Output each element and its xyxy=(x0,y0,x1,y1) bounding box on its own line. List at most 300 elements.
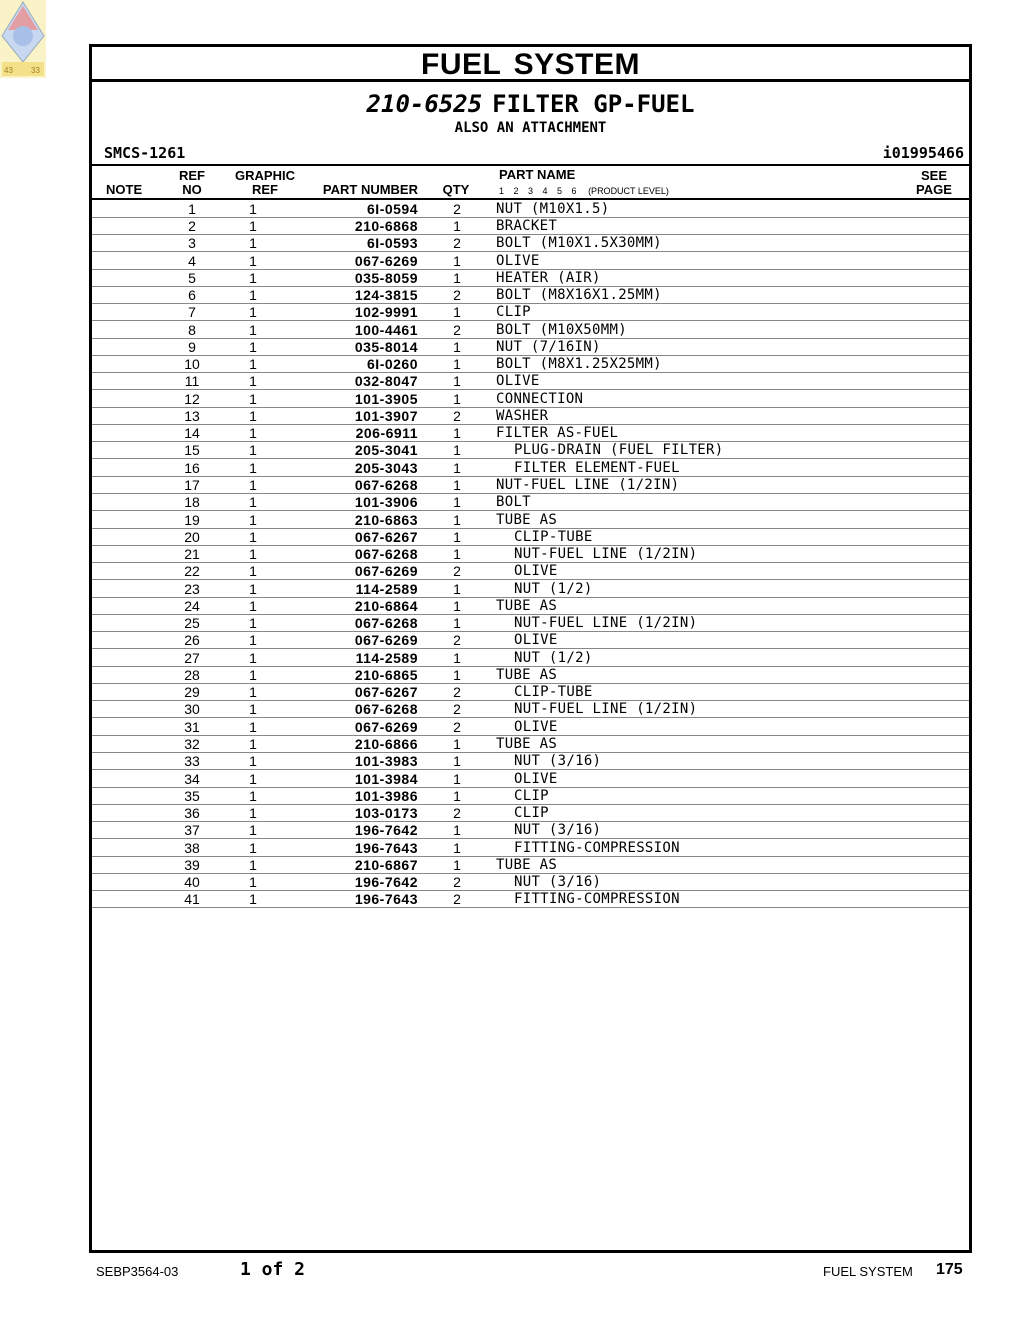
qty-cell: 1 xyxy=(418,839,496,856)
part-number-cell: 196-7643 xyxy=(289,891,418,908)
table-row xyxy=(92,390,969,407)
part-number-cell: 6I-0594 xyxy=(289,200,418,217)
note-cell xyxy=(92,614,167,631)
table-row xyxy=(92,200,969,217)
part-name-cell: NUT (M10X1.5) xyxy=(496,200,969,217)
note-cell xyxy=(92,753,167,770)
part-name-cell: FITTING-COMPRESSION xyxy=(496,839,969,856)
header-product-levels: 1 2 3 4 5 6 (PRODUCT LEVEL) xyxy=(499,186,669,196)
part-name-cell: CLIP-TUBE xyxy=(496,683,969,700)
part-name-cell: BOLT xyxy=(496,494,969,511)
qty-cell: 2 xyxy=(418,235,496,252)
page-footer xyxy=(0,1259,1020,1283)
graphic-ref-cell: 1 xyxy=(217,666,289,683)
qty-cell: 1 xyxy=(418,597,496,614)
parts-table xyxy=(92,200,969,908)
graphic-ref-cell: 1 xyxy=(217,873,289,890)
table-row xyxy=(92,701,969,718)
part-number-cell: 114-2589 xyxy=(289,649,418,666)
graphic-ref-cell: 1 xyxy=(217,390,289,407)
ref-no-cell: 16 xyxy=(167,459,217,476)
table-row xyxy=(92,286,969,303)
table-row xyxy=(92,304,969,321)
graphic-ref-cell: 1 xyxy=(217,269,289,286)
qty-cell: 1 xyxy=(418,269,496,286)
qty-cell: 1 xyxy=(418,770,496,787)
note-cell xyxy=(92,580,167,597)
caterpillar-emblem-icon xyxy=(0,0,46,78)
part-name-cell: NUT-FUEL LINE (1/2IN) xyxy=(496,614,969,631)
ref-no-cell: 14 xyxy=(167,424,217,441)
ref-no-cell: 13 xyxy=(167,407,217,424)
ref-no-cell: 18 xyxy=(167,494,217,511)
part-number-cell: 101-3986 xyxy=(289,787,418,804)
ref-no-cell: 22 xyxy=(167,563,217,580)
note-cell xyxy=(92,787,167,804)
qty-cell: 1 xyxy=(418,476,496,493)
graphic-ref-cell: 1 xyxy=(217,476,289,493)
qty-cell: 2 xyxy=(418,321,496,338)
table-row xyxy=(92,442,969,459)
qty-cell: 1 xyxy=(418,753,496,770)
graphic-ref-cell: 1 xyxy=(217,286,289,303)
graphic-ref-cell: 1 xyxy=(217,407,289,424)
ref-no-cell: 21 xyxy=(167,545,217,562)
table-row xyxy=(92,632,969,649)
ref-no-cell: 17 xyxy=(167,476,217,493)
qty-cell: 2 xyxy=(418,632,496,649)
header-qty: QTY xyxy=(442,182,470,197)
part-name-cell: NUT (1/2) xyxy=(496,580,969,597)
qty-cell: 1 xyxy=(418,217,496,234)
part-name-cell: OLIVE xyxy=(496,632,969,649)
qty-cell: 1 xyxy=(418,442,496,459)
table-row xyxy=(92,494,969,511)
part-number-cell: 210-6868 xyxy=(289,217,418,234)
part-name-cell: NUT-FUEL LINE (1/2IN) xyxy=(496,545,969,562)
graphic-ref-cell: 1 xyxy=(217,424,289,441)
graphic-ref-cell: 1 xyxy=(217,839,289,856)
part-name-cell: BOLT (M8X1.25X25MM) xyxy=(496,355,969,372)
ref-no-cell: 26 xyxy=(167,632,217,649)
note-cell xyxy=(92,200,167,217)
graphic-ref-cell: 1 xyxy=(217,597,289,614)
table-row xyxy=(92,649,969,666)
table-row xyxy=(92,614,969,631)
table-row xyxy=(92,424,969,441)
part-name-cell: BOLT (M8X16X1.25MM) xyxy=(496,286,969,303)
part-name-cell: TUBE AS xyxy=(496,511,969,528)
ref-no-cell: 20 xyxy=(167,528,217,545)
ref-no-cell: 7 xyxy=(167,304,217,321)
graphic-ref-cell: 1 xyxy=(217,217,289,234)
table-row xyxy=(92,873,969,890)
part-name-cell: CLIP-TUBE xyxy=(496,528,969,545)
ref-no-cell: 29 xyxy=(167,683,217,700)
illustration-id: i01995466 xyxy=(882,144,964,162)
table-row xyxy=(92,235,969,252)
part-number-cell: 101-3906 xyxy=(289,494,418,511)
note-cell xyxy=(92,683,167,700)
note-cell xyxy=(92,217,167,234)
note-cell xyxy=(92,407,167,424)
part-name-cell: BOLT (M10X50MM) xyxy=(496,321,969,338)
table-row xyxy=(92,321,969,338)
graphic-ref-cell: 1 xyxy=(217,856,289,873)
ref-no-cell: 39 xyxy=(167,856,217,873)
ref-no-cell: 32 xyxy=(167,735,217,752)
part-number-cell: 067-6268 xyxy=(289,476,418,493)
part-number-cell: 102-9991 xyxy=(289,304,418,321)
table-row xyxy=(92,804,969,821)
qty-cell: 1 xyxy=(418,373,496,390)
note-cell xyxy=(92,355,167,372)
part-number-cell: 114-2589 xyxy=(289,580,418,597)
ref-no-cell: 37 xyxy=(167,822,217,839)
part-name-cell: CLIP xyxy=(496,304,969,321)
group-title xyxy=(92,90,969,118)
table-row xyxy=(92,373,969,390)
part-number-cell: 103-0173 xyxy=(289,804,418,821)
note-cell xyxy=(92,701,167,718)
ref-no-cell: 28 xyxy=(167,666,217,683)
table-row xyxy=(92,597,969,614)
graphic-ref-cell: 1 xyxy=(217,787,289,804)
note-cell xyxy=(92,286,167,303)
footer-section: FUEL SYSTEM xyxy=(823,1264,913,1279)
header-ref-no: REF NO xyxy=(179,168,205,197)
table-row xyxy=(92,839,969,856)
footer-doc-id: SEBP3564-03 xyxy=(96,1264,179,1279)
table-row xyxy=(92,252,969,269)
logo-left-number: 43 xyxy=(4,66,13,75)
qty-cell: 1 xyxy=(418,614,496,631)
part-number-cell: 210-6864 xyxy=(289,597,418,614)
note-cell xyxy=(92,822,167,839)
ref-no-cell: 31 xyxy=(167,718,217,735)
table-row xyxy=(92,683,969,700)
qty-cell: 2 xyxy=(418,873,496,890)
smcs-row xyxy=(92,144,969,166)
table-row xyxy=(92,355,969,372)
qty-cell: 1 xyxy=(418,511,496,528)
note-cell xyxy=(92,804,167,821)
ref-no-cell: 4 xyxy=(167,252,217,269)
graphic-ref-cell: 1 xyxy=(217,804,289,821)
part-number-cell: 067-6269 xyxy=(289,632,418,649)
table-row xyxy=(92,856,969,873)
qty-cell: 1 xyxy=(418,338,496,355)
part-number-cell: 100-4461 xyxy=(289,321,418,338)
graphic-ref-cell: 1 xyxy=(217,304,289,321)
note-cell xyxy=(92,545,167,562)
part-number-cell: 205-3043 xyxy=(289,459,418,476)
ref-no-cell: 30 xyxy=(167,701,217,718)
qty-cell: 1 xyxy=(418,666,496,683)
part-name-cell: NUT (7/16IN) xyxy=(496,338,969,355)
note-cell xyxy=(92,321,167,338)
smcs-code: SMCS-1261 xyxy=(104,144,186,162)
logo-right-number: 33 xyxy=(31,66,40,75)
group-subtitle: ALSO AN ATTACHMENT xyxy=(454,120,607,136)
table-row xyxy=(92,563,969,580)
note-cell xyxy=(92,856,167,873)
part-number-cell: 067-6268 xyxy=(289,545,418,562)
part-number-cell: 124-3815 xyxy=(289,286,418,303)
table-row xyxy=(92,735,969,752)
header-see-page: SEE PAGE xyxy=(916,168,952,197)
graphic-ref-cell: 1 xyxy=(217,373,289,390)
part-number-cell: 067-6267 xyxy=(289,528,418,545)
graphic-ref-cell: 1 xyxy=(217,632,289,649)
part-name-cell: NUT (3/16) xyxy=(496,873,969,890)
graphic-ref-cell: 1 xyxy=(217,683,289,700)
graphic-ref-cell: 1 xyxy=(217,355,289,372)
qty-cell: 2 xyxy=(418,683,496,700)
note-cell xyxy=(92,252,167,269)
ref-no-cell: 27 xyxy=(167,649,217,666)
table-row xyxy=(92,718,969,735)
ref-no-cell: 11 xyxy=(167,373,217,390)
table-row xyxy=(92,269,969,286)
graphic-ref-cell: 1 xyxy=(217,701,289,718)
header-note: NOTE xyxy=(106,182,143,197)
part-number-cell: 210-6866 xyxy=(289,735,418,752)
part-name-cell: CLIP xyxy=(496,804,969,821)
note-cell xyxy=(92,476,167,493)
note-cell xyxy=(92,442,167,459)
part-number-cell: 6I-0593 xyxy=(289,235,418,252)
header-part-number: PART NUMBER xyxy=(322,182,418,197)
part-name-cell: OLIVE xyxy=(496,718,969,735)
qty-cell: 1 xyxy=(418,580,496,597)
part-name-cell: TUBE AS xyxy=(496,735,969,752)
graphic-ref-cell: 1 xyxy=(217,494,289,511)
table-row xyxy=(92,770,969,787)
part-number-cell: 067-6269 xyxy=(289,252,418,269)
qty-cell: 1 xyxy=(418,545,496,562)
part-number-cell: 067-6268 xyxy=(289,614,418,631)
note-cell xyxy=(92,269,167,286)
part-name-cell: WASHER xyxy=(496,407,969,424)
graphic-ref-cell: 1 xyxy=(217,580,289,597)
ref-no-cell: 9 xyxy=(167,338,217,355)
table-row xyxy=(92,217,969,234)
graphic-ref-cell: 1 xyxy=(217,321,289,338)
part-number-cell: 101-3905 xyxy=(289,390,418,407)
part-number-cell: 196-7642 xyxy=(289,873,418,890)
part-number-cell: 035-8059 xyxy=(289,269,418,286)
ref-no-cell: 8 xyxy=(167,321,217,338)
graphic-ref-cell: 1 xyxy=(217,891,289,908)
graphic-ref-cell: 1 xyxy=(217,649,289,666)
table-row xyxy=(92,476,969,493)
header-part-name: PART NAME xyxy=(499,167,576,182)
part-name-cell: NUT-FUEL LINE (1/2IN) xyxy=(496,701,969,718)
part-name-cell: BRACKET xyxy=(496,217,969,234)
ref-no-cell: 25 xyxy=(167,614,217,631)
part-number-cell: 101-3984 xyxy=(289,770,418,787)
ref-no-cell: 24 xyxy=(167,597,217,614)
note-cell xyxy=(92,718,167,735)
table-row xyxy=(92,580,969,597)
part-number-cell: 101-3907 xyxy=(289,407,418,424)
graphic-ref-cell: 1 xyxy=(217,545,289,562)
part-name-cell: FITTING-COMPRESSION xyxy=(496,891,969,908)
ref-no-cell: 15 xyxy=(167,442,217,459)
qty-cell: 2 xyxy=(418,200,496,217)
note-cell xyxy=(92,770,167,787)
graphic-ref-cell: 1 xyxy=(217,735,289,752)
graphic-ref-cell: 1 xyxy=(217,753,289,770)
part-name-cell: TUBE AS xyxy=(496,666,969,683)
part-number-cell: 067-6269 xyxy=(289,563,418,580)
table-row xyxy=(92,822,969,839)
graphic-ref-cell: 1 xyxy=(217,459,289,476)
note-cell xyxy=(92,735,167,752)
qty-cell: 2 xyxy=(418,701,496,718)
note-cell xyxy=(92,563,167,580)
ref-no-cell: 5 xyxy=(167,269,217,286)
note-cell xyxy=(92,494,167,511)
part-number-cell: 210-6867 xyxy=(289,856,418,873)
note-cell xyxy=(92,424,167,441)
part-name-cell: OLIVE xyxy=(496,252,969,269)
part-number-cell: 035-8014 xyxy=(289,338,418,355)
note-cell xyxy=(92,632,167,649)
part-name-cell: NUT-FUEL LINE (1/2IN) xyxy=(496,476,969,493)
part-name-cell: NUT (1/2) xyxy=(496,649,969,666)
graphic-ref-cell: 1 xyxy=(217,200,289,217)
parts-list-frame xyxy=(89,44,972,1253)
table-row xyxy=(92,407,969,424)
qty-cell: 2 xyxy=(418,563,496,580)
group-number: 210-6525 xyxy=(366,90,483,118)
part-name-cell: NUT (3/16) xyxy=(496,822,969,839)
qty-cell: 1 xyxy=(418,459,496,476)
table-row xyxy=(92,528,969,545)
note-cell xyxy=(92,390,167,407)
qty-cell: 1 xyxy=(418,856,496,873)
qty-cell: 1 xyxy=(418,735,496,752)
qty-cell: 1 xyxy=(418,424,496,441)
header-graphic-ref: GRAPHIC REF xyxy=(235,168,295,197)
graphic-ref-cell: 1 xyxy=(217,614,289,631)
qty-cell: 1 xyxy=(418,787,496,804)
table-row xyxy=(92,511,969,528)
ref-no-cell: 3 xyxy=(167,235,217,252)
graphic-ref-cell: 1 xyxy=(217,770,289,787)
ref-no-cell: 12 xyxy=(167,390,217,407)
group-name: FILTER GP-FUEL xyxy=(492,90,695,118)
note-cell xyxy=(92,873,167,890)
part-name-cell: TUBE AS xyxy=(496,597,969,614)
part-name-cell: PLUG-DRAIN (FUEL FILTER) xyxy=(496,442,969,459)
graphic-ref-cell: 1 xyxy=(217,822,289,839)
ref-no-cell: 34 xyxy=(167,770,217,787)
note-cell xyxy=(92,528,167,545)
table-row xyxy=(92,338,969,355)
part-name-cell: CLIP xyxy=(496,787,969,804)
ref-no-cell: 36 xyxy=(167,804,217,821)
table-row xyxy=(92,753,969,770)
note-cell xyxy=(92,839,167,856)
part-number-cell: 205-3041 xyxy=(289,442,418,459)
part-number-cell: 196-7642 xyxy=(289,822,418,839)
graphic-ref-cell: 1 xyxy=(217,563,289,580)
part-number-cell: 6I-0260 xyxy=(289,355,418,372)
part-name-cell: FILTER ELEMENT-FUEL xyxy=(496,459,969,476)
part-number-cell: 196-7643 xyxy=(289,839,418,856)
graphic-ref-cell: 1 xyxy=(217,235,289,252)
qty-cell: 2 xyxy=(418,891,496,908)
part-number-cell: 206-6911 xyxy=(289,424,418,441)
ref-no-cell: 19 xyxy=(167,511,217,528)
table-row xyxy=(92,787,969,804)
part-number-cell: 067-6269 xyxy=(289,718,418,735)
qty-cell: 1 xyxy=(418,355,496,372)
part-name-cell: FILTER AS-FUEL xyxy=(496,424,969,441)
note-cell xyxy=(92,459,167,476)
graphic-ref-cell: 1 xyxy=(217,338,289,355)
ref-no-cell: 2 xyxy=(167,217,217,234)
part-number-cell: 032-8047 xyxy=(289,373,418,390)
ref-no-cell: 23 xyxy=(167,580,217,597)
qty-cell: 2 xyxy=(418,804,496,821)
graphic-ref-cell: 1 xyxy=(217,718,289,735)
section-title: FUEL SYSTEM xyxy=(92,47,969,82)
table-row xyxy=(92,459,969,476)
note-cell xyxy=(92,666,167,683)
footer-page-of: 1 of 2 xyxy=(240,1259,306,1280)
note-cell xyxy=(92,649,167,666)
ref-no-cell: 10 xyxy=(167,355,217,372)
qty-cell: 1 xyxy=(418,252,496,269)
part-name-cell: OLIVE xyxy=(496,563,969,580)
qty-cell: 2 xyxy=(418,718,496,735)
table-row xyxy=(92,666,969,683)
qty-cell: 2 xyxy=(418,407,496,424)
part-name-cell: CONNECTION xyxy=(496,390,969,407)
qty-cell: 1 xyxy=(418,822,496,839)
part-name-cell: HEATER (AIR) xyxy=(496,269,969,286)
footer-page-number: 175 xyxy=(936,1261,963,1278)
part-name-cell: OLIVE xyxy=(496,373,969,390)
ref-no-cell: 33 xyxy=(167,753,217,770)
qty-cell: 1 xyxy=(418,528,496,545)
part-number-cell: 210-6863 xyxy=(289,511,418,528)
note-cell xyxy=(92,373,167,390)
part-name-cell: BOLT (M10X1.5X30MM) xyxy=(496,235,969,252)
table-row xyxy=(92,545,969,562)
ref-no-cell: 40 xyxy=(167,873,217,890)
note-cell xyxy=(92,891,167,908)
ref-no-cell: 38 xyxy=(167,839,217,856)
note-cell xyxy=(92,304,167,321)
qty-cell: 2 xyxy=(418,286,496,303)
part-number-cell: 067-6268 xyxy=(289,701,418,718)
note-cell xyxy=(92,597,167,614)
note-cell xyxy=(92,235,167,252)
ref-no-cell: 6 xyxy=(167,286,217,303)
ref-no-cell: 41 xyxy=(167,891,217,908)
qty-cell: 1 xyxy=(418,390,496,407)
graphic-ref-cell: 1 xyxy=(217,442,289,459)
ref-no-cell: 1 xyxy=(167,200,217,217)
note-cell xyxy=(92,338,167,355)
table-header xyxy=(92,166,969,200)
ref-no-cell: 35 xyxy=(167,787,217,804)
